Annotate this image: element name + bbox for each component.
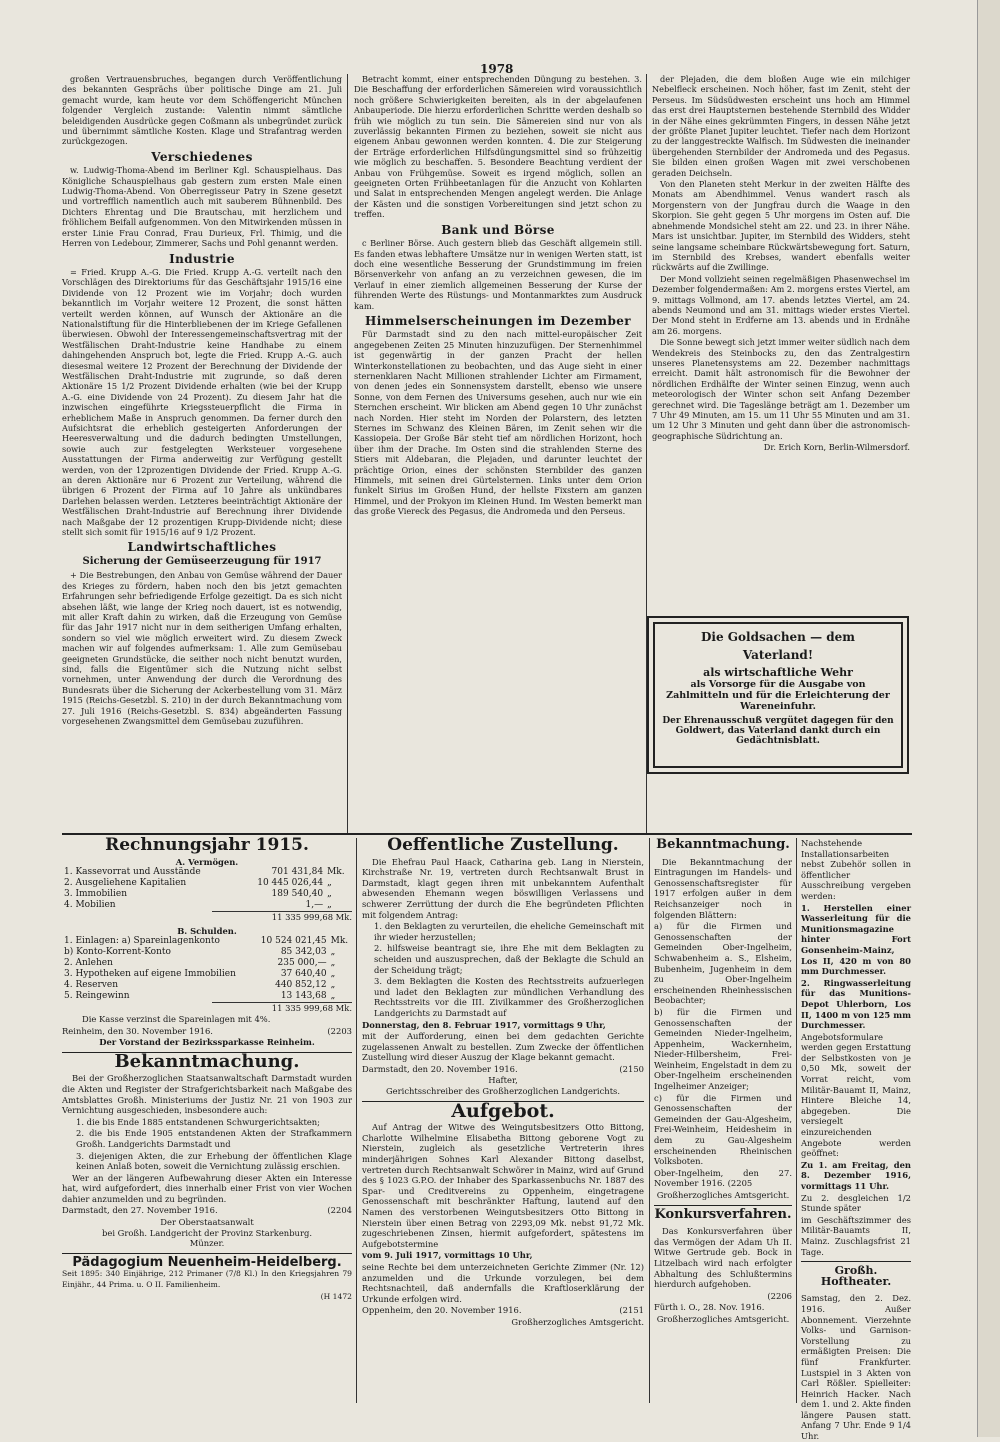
gold-line-5: Der Ehrenausschuß vergütet dagegen für den Goldwert, das Vaterland dankt durch ein Gedächtnisblatt. <box>662 716 894 746</box>
section-title-landwirtschaft: Landwirtschaftliches <box>127 540 277 555</box>
zustellung-item: 3. dem Beklagten die Kosten des Rechtsstreits aufzuerlegen und ladet den Beklagten zur mündlichen Verhandlung des Rechtsstreits vor die III. Zivilkammer des Großherzoglichen Landgerichts zu Darmstadt auf <box>374 976 644 1018</box>
rechnung-b-head: B. Schulden. <box>177 925 237 936</box>
table-cell-value: 85 342,03 <box>280 947 327 958</box>
paedagogium-title: Pädagogium Neuenheim-Heidelberg. <box>72 1254 342 1270</box>
rechnung-ref: (2203 <box>327 1025 352 1036</box>
bekanntmachung2-place: Ober-Ingelheim, den 27. November 1916. <box>654 1167 792 1189</box>
col3-text4: Die Sonne bewegt sich jetzt immer weiter südlich nach dem Wendekreis des Steinbocks zu, den das Zentralgestirn unseres Planetensystems am 22. Dezember nachmittags erreicht. Damit hält astronomisch für die Bewohner der nördlichen Erdhälfte der Winter seinen Einzug, wenn auch meteorologisch der Winter schon seit Anfang Dezember gerechnet wird. Die Tageslänge beträgt am 1. Dezember um 7 Uhr 49 Minuten, am 15. um 11 Uhr 55 Minuten und am 31. um 12 Uhr 3 Minuten und geht dann über die astronomisch-geographische Südrichtung an. <box>652 337 910 441</box>
table-row <box>62 947 352 958</box>
install-text: Nachstehende Installationsarbeiten nebst Zubehör sollen in öffentlicher Ausschreibung vergeben werden: <box>801 838 911 901</box>
table-cell-unit: „ <box>327 889 332 900</box>
zustellung-item: 1. den Beklagten zu verurteilen, die eheliche Gemeinschaft mit ihr wieder herzustellen; <box>374 921 644 942</box>
zustellung-item: 2. hilfsweise beantragt sie, ihre Ehe mit dem Beklagten zu scheiden und auszusprechen, daß der Beklagte die Schuld an der Scheidung trägt; <box>374 943 644 975</box>
sicherung-text: + Die Bestrebungen, den Anbau von Gemüse während der Dauer des Krieges zu fördern, haben noch den bis jetzt gemachten Erfahrungen sehr befriedigende Erfolge gezeitigt. Da es sich nicht absehen läßt, wie lange der Krieg noch dauert, ist es notwendig, mit aller Kraft dahin zu wirken, daß die Erzeugung von Gemüse für das Jahr 1917 nicht nur in dem seitherigen Umfang erhalten, sondern so viel wie möglich erweitert wird. Zu diesem Zweck machen wir auf folgendes aufmerksam: 1. Alle zum Gemüsebau geeigneten Grundstücke, die seither noch nicht benutzt wurden, sind, falls die Eigentümer sich die Nutzung nicht selbst vornehmen, unter Anwendung der durch die Verordnung des Bundesrats über die Sicherung der Ackerbestellung vom 31. März 1915 (Reichs-Gesetzbl. S. 210) in der durch Bekanntmachung vom 27. Juli 1916 (Reichs-Gesetzbl. S. 834) abgeänderten Fassung vorgesehenen Zwangsmittel dem Gemüsebau zuzuführen. <box>62 570 342 726</box>
konkurs-place: Fürth i. O., 28. Nov. 1916. <box>654 1302 765 1313</box>
table-cell-label: 2. Anlehen <box>64 958 113 969</box>
table-cell-unit: „ <box>327 878 332 889</box>
liabilities-total: 11 335 999,68 Mk. <box>212 1002 352 1014</box>
table-cell-label: b) Konto-Korrent-Konto <box>64 947 171 958</box>
konkurs-text: Das Konkursverfahren über das Vermögen der Adam Uh II. Witwe Gertrude geb. Bock in Litzelbach wird nach erfolgter Abhaltung des Schlußtermins hierdurch aufgehoben. <box>654 1226 792 1290</box>
bekanntmachung-date: Darmstadt, den 27. November 1916. <box>62 1205 218 1216</box>
rechnung-note: Die Kasse verzinst die Spareinlagen mit 4%. <box>82 1013 271 1024</box>
table-cell-unit: „ <box>327 900 332 911</box>
table-cell-value: 189 540,40 <box>271 889 324 900</box>
table-cell-unit: „ <box>330 991 336 1002</box>
column-ads-right-a <box>654 838 792 1403</box>
industrie-text: = Fried. Krupp A.-G. Die Fried. Krupp A.-G. verteilt nach den Vorschlägen des Direktoriums für das Geschäftsjahr 1915/16 eine Dividende von 12 Prozent wie im Vorjahr; doch wurden bekanntlich im Vorjahr weitere 12 Prozent, die sonst hätten verteilt werden können, auf Wunsch der Aktionäre an die Nationalstiftung für die Hinterbliebenen der im Kriege Gefallenen überwiesen. Obwohl der Interessengemeinschaftsvertrag mit der Westfälischen Draht-Industrie keine Handhabe zu einem dahingehenden Anspruch bot, legte die Fried. Krupp A.-G. auch diesesmal weitere 12 Prozent der Berechnung der Dividende der Westfälischen Draht-Industrie mit zugrunde, so daß deren Aktionäre 15 1/2 Prozent Dividende erhalten (wie bei der Krupp A.-G. eine Dividende von 24 Prozent). Zu diesem Jahr hat die inzwischen eingeführte Kriegssteuerpflicht die Firma in erheblichem Maße in Anspruch genommen. Da ferner durch den Aufsichtsrat die erheblich gesteigerten Anforderungen der Heeresverwaltung und die dadurch bedingten Umstellungen, sowie auch zur festgelegten Werksteuer vorgesehene Ausstattungen der Firma anderweitig zur Verfügung gestellt werden, von der 12prozentigen Dividende der Fried. Krupp A.-G. an deren Aktionäre nur 6 Prozent zur Verteilung, während die übrigen 6 Prozent der Firma auf 10 Jahre als unkündbares Darlehen belassen werden. Letzteres beeinträchtigt Aktionäre der Westfälischen Draht-Industrie auf Berechnung ihrer Dividende nach Maßgabe der 12 prozentigen Krupp-Dividende nicht; diese stellt sich somit für 1915/16 auf 9 1/2 Prozent. <box>62 266 342 538</box>
bekanntmachung-text2: Wer an der längeren Aufbewahrung dieser Akten ein Interesse hat, wird aufgefordert, dies innerhalb einer Frist von vier Wochen dahier anzumelden und zu begründen. <box>62 1172 352 1204</box>
table-row <box>62 936 352 947</box>
zustellung-ref: (2150 <box>619 1063 644 1074</box>
page-edge <box>977 0 1000 1437</box>
zustellung-signer-1: Hafter, <box>488 1075 518 1086</box>
aufgebot-date-line: vom 9. Juli 1917, vormittags 10 Uhr, <box>362 1250 533 1261</box>
column-ads-left <box>62 835 352 1403</box>
section-title-industrie: Industrie <box>169 251 235 266</box>
bekanntmachung-ref: (2204 <box>327 1205 352 1216</box>
table-cell-unit: „ <box>330 958 336 969</box>
rechnung-place-date: Reinheim, den 30. November 1916. <box>62 1025 213 1036</box>
table-cell-value: 235 000,— <box>277 958 327 969</box>
table-cell-label: 2. Ausgeliehene Kapitalien <box>64 878 187 889</box>
bekanntmachung-signer-3: Münzer. <box>189 1238 225 1249</box>
install-text3: im Geschäftszimmer des Militär-Bauamts II, Mainz. Zuschlagsfrist 21 Tage. <box>801 1214 911 1257</box>
bekanntmachung-item: 2. die bis Ende 1905 entstandenen Akten der Strafkammern Großh. Landgerichts Darmstadt und <box>76 1128 352 1149</box>
konkurs-title: Konkursverfahren. <box>654 1206 792 1222</box>
himmel-text: Für Darmstadt sind zu den nach mittel-europäischer Zeit angegebenen Zeiten 25 Minuten hinzuzufügen. Der Sternenhimmel ist gegenwärtig in der ganzen Pracht der hellen Winterkonstellationen zu beobachten, und das Auge sieht in einer sternenklaren Nacht Millionen strahlender Lichter am Firmament, von denen jedes ein Sonnensystem darstellt, ebenso wie unsere Sonne, von dem Fernen des Universums gesehen, auch nur wie ein Sternchen erscheint. Wir blicken am Abend gegen 10 Uhr zunächst nach Norden. Hier steht im Norden der Polarstern, des letzten Sternes im Schwanz des Kleinen Bären, im Zenit sehen wir die Kassiopeia. Der Große Bär steht tief am nördlichen Horizont, hoch über ihm der Drache. Im Osten sind die strahlenden Sterne des Stiers mit Aldebaran, die Plejaden, und darunter leuchtet der prächtige Orion, eines der schönsten Sternbilder des ganzen Himmels, mit seinen drei Gürtelsternen. Links unter dem Orion funkelt Sirius im Großen Hund, der hellste Fixstern am ganzen Himmel, und der Prokyon im Kleinen Hund. Im Westen bemerkt man das große Viereck des Pegasus, die Andromeda und den Perseus. <box>354 329 642 517</box>
bekanntmachung2-text: Die Bekanntmachung der Eintragungen im Handels- und Genossenschaftsregister für 1917 erfolgen außer in dem Reichsanzeiger noch in folgenden Blättern: <box>654 856 792 920</box>
article-title-sicherung: Sicherung der Gemüseerzeugung für 1917 <box>82 555 322 567</box>
konkurs-ref: (2206 <box>767 1290 792 1301</box>
bekanntmachung2-item: c) für die Firmen und Genossenschaften der Gemeinden der Gau-Algesheim, Frei-Weinheim, Heidesheim in dem zu Gau-Algesheim erscheinenden Rheinischen Volksboten. <box>654 1092 792 1167</box>
table-cell-unit: Mk. <box>330 936 349 947</box>
column-divider <box>356 838 357 1403</box>
table-cell-unit: „ <box>330 947 336 958</box>
zustellung-place: Darmstadt, den 20. November 1916. <box>362 1063 518 1074</box>
table-cell-unit: „ <box>330 969 336 980</box>
zustellung-text: Die Ehefrau Paul Haack, Catharina geb. Lang in Nierstein, Kirchstraße Nr. 19, vertreten durch Rechtsanwalt Brust in Darmstadt, klagt gegen ihren mit unbekanntem Aufenthalt abwesenden Ehemann wegen böswilligen Verlassens und schwerer Zerrüttung der durch die Ehe begründeten Pflichten mit folgendem Antrag: <box>362 856 644 920</box>
table-row <box>62 889 352 900</box>
table-row <box>62 958 352 969</box>
column-2 <box>354 74 642 839</box>
rechnung-signer: Der Vorstand der Bezirkssparkasse Reinheim. <box>99 1037 315 1048</box>
divider <box>801 1261 911 1262</box>
table-cell-unit: Mk. <box>327 867 345 878</box>
gold-line-2: Vaterland! <box>742 648 814 662</box>
col2-text: Betracht kommt, einer entsprechenden Düngung zu bestehen. 3. Die Beschaffung der erforderlichen Sämereien wird voraussichtlich noch größere Schwierigkeiten bereiten, als in der abgelaufenen Anbauperiode. Die hierzu erforderlichen Schritte werden deshalb so früh wie möglich zu tun sein. Die Sämereien sind nur von als zuverlässig bekannten Firmen zu beziehen, soweit sie nicht aus eigenem Anbau gewonnen werden konnten. 4. Die zur Steigerung der Erträge erforderlichen Hilfsdüngungsmittel sind so frühzeitig wie möglich zu beschaffen. 5. Besondere Beachtung verdient der Anbau von Frühgemüse. Soweit es irgend möglich, sollen an geeigneten Orten Frühbeetanlagen für die Anzucht von Kohlarten und Salat in entsprechenden Mengen angelegt werden. Die Anlage der Kästen und die sonstigen Vorbereitungen sind jetzt schon zu treffen. <box>354 74 642 220</box>
gold-line-4: als Vorsorge für die Ausgabe von Zahlmitteln und für die Erleichterung der Wareneinfuhr. <box>666 679 890 712</box>
bekanntmachung2-signer: Großherzogliches Amtsgericht. <box>656 1190 790 1200</box>
install-date-2: Zu 2. desgleichen 1/2 Stunde später <box>801 1192 911 1214</box>
column-ads-right-b <box>801 838 911 1442</box>
column-ads-middle <box>362 835 644 1403</box>
table-row <box>62 969 352 980</box>
paedagogium-text: Seit 1895: 340 Einjährige, 212 Primaner (7/8 Kl.) In den Kriegsjahren 79 Einjähr., 44 Prima. u. O II. Familienheim. <box>62 1269 352 1290</box>
bekanntmachung2-item: a) für die Firmen und Genossenschaften der Gemeinden Ober-Ingelheim, Schwabenheim a. S., Elsheim, Bubenheim, Jugenheim in dem zu Ober-Ingelheim erscheinenden Rheinhessischen Beobachter; <box>654 921 792 1006</box>
bekanntmachung-signer-2: bei Großh. Landgericht der Provinz Starkenburg. <box>102 1227 312 1238</box>
zustellung-title: Oeffentliche Zustellung. <box>387 835 619 855</box>
table-cell-value: 1,— <box>305 900 324 911</box>
table-row <box>62 878 352 889</box>
col3-text2: Von den Planeten steht Merkur in der zweiten Hälfte des Monats am Abendhimmel. Venus wandert rasch als Morgenstern von der Jungfrau durch die Waage in den Skorpion. Sie geht gegen 5 Uhr morgens im Osten auf. Die abnehmende Mondsichel steht am 22. und 23. in ihrer Nähe. Mars ist unsichtbar. Jupiter, im Sternbild des Widders, steht seine langsame scheinbare Rückwärtsbewegung fort. Saturn, im Sternbild des Krebses, wandert ebenfalls weiter rückwärts auf die Zwillinge. <box>652 179 910 273</box>
table-cell-value: 10 445 026,44 <box>257 878 324 889</box>
aufgebot-signer: Großherzogliches Amtsgericht. <box>511 1316 644 1327</box>
bank-text: c Berliner Börse. Auch gestern blieb das Geschäft allgemein still. Es fanden etwas lebhaftere Umsätze nur in wenigen Werten statt, ist doch eine wesentliche Besserung der Grundstimmung im freien Börsenverkehr von anfang an zu verzeichnen gewesen, die im Verlauf in einer ziemlich allgemeinen Besserung der Kurse der führenden Werte des Rüstungs- und Montanmarktes zum Ausdruck kam. <box>354 238 642 311</box>
intro-paragraph: großen Vertrauensbruches, begangen durch Veröffentlichung des bekannten Gesprächs über politische Dinge am 21. Juli gemacht wurde, kam heute vor dem Schöffengericht München folgender Vergleich zustande: Valentin nimmt sämtliche beleidigenden Ausdrücke gegen Coßmann als unbegründet zurück und übernimmt sämtliche Kosten. Klage und Strafantrag werden zurückgezogen. <box>62 74 342 147</box>
assets-table <box>62 867 352 911</box>
rechnung-a-head: A. Vermögen. <box>175 856 239 867</box>
table-cell-value: 701 431,84 <box>271 867 324 878</box>
bekanntmachung-text: Bei der Großherzoglichen Staatsanwaltschaft Darmstadt wurden die Akten und Register der Strafgerichtsbarkeit nach Maßgabe des Amtsblattes Großh. Ministeriums der Justiz Nr. 21 von 1903 zur Vernichtung ausgeschieden, insbesondere auch: <box>62 1073 352 1116</box>
hoftheater-title: Großh. Hoftheater. <box>820 1264 892 1288</box>
zustellung-date-line: Donnerstag, den 8. Februar 1917, vormittags 9 Uhr, <box>362 1019 606 1030</box>
aufgebot-text: Auf Antrag der Witwe des Weingutsbesitzers Otto Bittong, Charlotte Wilhelmine Elisabetha Bittong geborene Vogt zu Nierstein, zugleich als gesetzliche Vertreterin ihres minderjährigen Sohnes Karl Alexander Bittong daselbst, vertreten durch Rechtsanwalt Schwörer in Mainz, wird auf Grund des § 1023 G.P.O. der Inhaber des Sparkassenbuchs Nr. 1887 des Spar- und Creditvereins zu Oppenheim, eingetragene Genossenschaft mit beschränkter Haftung, lautend auf den Namen des verstorbenen Weingutsbesitzers Otto Bittong in Nierstein über einen Betrag von 2293,09 Mk. nebst 91,72 Mk. zugeschriebenen Zinsen, hiermit aufgefordert, spätestens im Aufgebotstermine <box>362 1122 644 1249</box>
table-row <box>62 867 352 878</box>
table-cell-value: 10 524 021,45 <box>260 936 327 947</box>
table-cell-value: 440 852,12 <box>275 980 327 991</box>
gold-line-1: Die Goldsachen — dem <box>701 630 855 644</box>
bekanntmachung2-item: b) für die Firmen und Genossenschaften der Gemeinden Nieder-Ingelheim, Appenheim, Wackernheim, Nieder-Hilbersheim, Frei-Weinheim, Engelstadt in dem zu Ober-Ingelheim erscheinenden Ingelheimer Anzeiger; <box>654 1006 792 1092</box>
table-cell-label: 5. Reingewinn <box>64 991 130 1002</box>
table-cell-value: 37 640,40 <box>280 969 327 980</box>
table-row <box>62 991 352 1002</box>
table-cell-label: 3. Immobilien <box>64 889 128 900</box>
bekanntmachung2-title: Bekanntmachung. <box>656 837 790 852</box>
table-cell-label: 3. Hypotheken auf eigene Immobilien <box>64 969 236 980</box>
column-3 <box>652 74 910 614</box>
verschiedenes-text: w. Ludwig-Thoma-Abend im Berliner Kgl. Schauspielhaus. Das Königliche Schauspielhaus gab gestern zum ersten Male einen Ludwig-Thoma-Abend. Von Oberregisseur Patry in Szene gesetzt und vortrefflich namentlich auch mit sauberem Bühnenbild. Des Dichters Ehrentag und Die Brautschau, mit herzlichem und fröhlichem Beifall aufgenommen. Von den Mitwirkenden müssen in erster Linie Frau Conrad, Frau Durieux, Frl. Thimig, und die Herren von Ledebour, Zimmerer, Sachs und Pohl genannt werden. <box>62 165 342 249</box>
bekanntmachung2-ref: (2205 <box>727 1178 753 1189</box>
gold-appeal-box <box>647 616 909 774</box>
install-date-1: Zu 1. am Freitag, den 8. Dezember 1916, vormittags 11 Uhr. <box>801 1159 911 1191</box>
rechnung-title: Rechnungsjahr 1915. <box>105 835 309 855</box>
table-cell-label: 1. Einlagen: a) Spareinlagenkonto <box>64 936 220 947</box>
author-signature: Dr. Erich Korn, Berlin-Wilmersdorf. <box>763 442 910 453</box>
table-cell-value: 13 143,68 <box>280 991 327 1002</box>
zustellung-signer-2: Gerichtsschreiber des Großherzoglichen Landgerichts. <box>385 1086 621 1097</box>
gold-line-3: als wirtschaftliche Wehr <box>703 666 853 679</box>
table-cell-label: 4. Reserven <box>64 980 119 991</box>
aufgebot-ref: (2151 <box>619 1305 644 1316</box>
aufgebot-place: Oppenheim, den 20. November 1916. <box>362 1305 522 1316</box>
gold-appeal-inner <box>653 622 903 768</box>
install-item-1: 1. Herstellen einer Wasserleitung für die Munitionsmagazine hinter Fort Gonsenheim-Mainz, Los II, 420 m von 80 mm Durchmesser. <box>801 902 911 977</box>
col3-text1: der Plejaden, die dem bloßen Auge wie ein milchiger Nebelfleck erscheinen. Noch höher, fast im Zenit, steht der Perseus. Im Südsüdwesten erscheint uns hoch am Himmel das erst drei Hauptsternen bestehende Sternbild des Widder in der Nähe eines gekrümmten Fingers, in dessen Nähe jetzt der größte Planet Jupiter leuchtet. Tiefer nach dem Horizont zu der langgestreckte Walfisch. Im Südwesten die ineinander übergehenden Sternbilder der Andromeda und des Pegasus. Sie bilden einen großen Wagen mit zwei verschobenen geraden Deichseln. <box>652 74 910 178</box>
paedagogium-ref: (H 1472 <box>320 1291 352 1301</box>
bekanntmachung-title: Bekanntmachung. <box>114 1050 300 1072</box>
table-cell-label: 4. Mobilien <box>64 900 116 911</box>
bekanntmachung-item: 3. diejenigen Akten, die zur Erhebung der öffentlichen Klage keinen Anlaß boten, soweit die Vernichtung zulässig erschien. <box>76 1150 352 1172</box>
install-text2: Angebotsformulare werden gegen Erstattung der Selbstkosten von je 0,50 Mk, soweit der Vorrat reicht, vom Militär-Bauamt II, Mainz, Hintere Bleiche 14, abgegeben. Die versiegelt einzureichenden Angebote werden geöffnet: <box>801 1031 911 1159</box>
section-title-bank: Bank und Börse <box>441 222 555 237</box>
section-title-verschiedenes: Verschiedenes <box>151 149 253 164</box>
column-divider <box>796 838 797 1403</box>
section-title-himmel: Himmelserscheinungen im Dezember <box>364 313 632 328</box>
divider <box>654 1205 792 1206</box>
column-divider <box>347 74 348 834</box>
zustellung-text2: mit der Aufforderung, einen bei dem gedachten Gerichte zugelassenen Anwalt zu bestellen. Zum Zwecke der öffentlichen Zustellung wird dieser Auszug der Klage bekannt gemacht. <box>362 1031 644 1063</box>
aufgebot-text2: seine Rechte bei dem unterzeichneten Gerichte Zimmer (Nr. 12) anzumelden und die Urkunde vorzulegen, bei dem Rechtsnachteil, daß andernfalls die Kraftloserklärung der Urkunde erfolgen wird. <box>362 1261 644 1304</box>
liabilities-table <box>62 936 352 1002</box>
column-1 <box>62 74 342 839</box>
table-cell-unit: „ <box>330 980 336 991</box>
bekanntmachung-signer-1: Der Oberstaatsanwalt <box>160 1217 254 1228</box>
install-item-2: 2. Ringwasserleitung für das Munitions-Depot Uhlerborn, Los II, 1400 m von 125 mm Durchmesser. <box>801 977 911 1031</box>
table-row <box>62 900 352 911</box>
hoftheater-text: Samstag, den 2. Dez. 1916. Außer Abonnement. Vierzehnte Volks- und Garnison-Vorstellung zu ermäßigten Preisen: Die fünf Frankfurter. Lustspiel in 3 Akten von Carl Rößler. Spielleiter: Heinrich Hacker. Nach dem 1. und 2. Akte finden längere Pausen statt. Anfang 7 Uhr. Ende 9 1/4 Uhr. <box>801 1293 911 1442</box>
konkurs-signer: Großherzogliches Amtsgericht. <box>656 1313 790 1324</box>
page-number: 1978 <box>480 62 514 76</box>
aufgebot-title: Aufgebot. <box>451 1099 555 1122</box>
table-cell-label: 1. Kassevorrat und Ausstände <box>64 867 201 878</box>
assets-total: 11 335 999,68 Mk. <box>212 911 352 923</box>
divider <box>62 1253 352 1254</box>
col3-text3: Der Mond vollzieht seinen regelmäßigen Phasenwechsel im Dezember folgendermaßen: Am 2. morgens erstes Viertel, am 9. mittags Vollmond, am 17. abends letztes Viertel, am 24. abends Neumond und am 31. mittags wieder erstes Viertel. Der Mond steht in Erdferne am 13. abends und in Erdnähe am 26. morgens. <box>652 273 910 336</box>
column-divider <box>649 838 650 1403</box>
table-row <box>62 980 352 991</box>
bekanntmachung-item: 1. die bis Ende 1885 entstandenen Schwurgerichtsakten; <box>76 1116 321 1127</box>
